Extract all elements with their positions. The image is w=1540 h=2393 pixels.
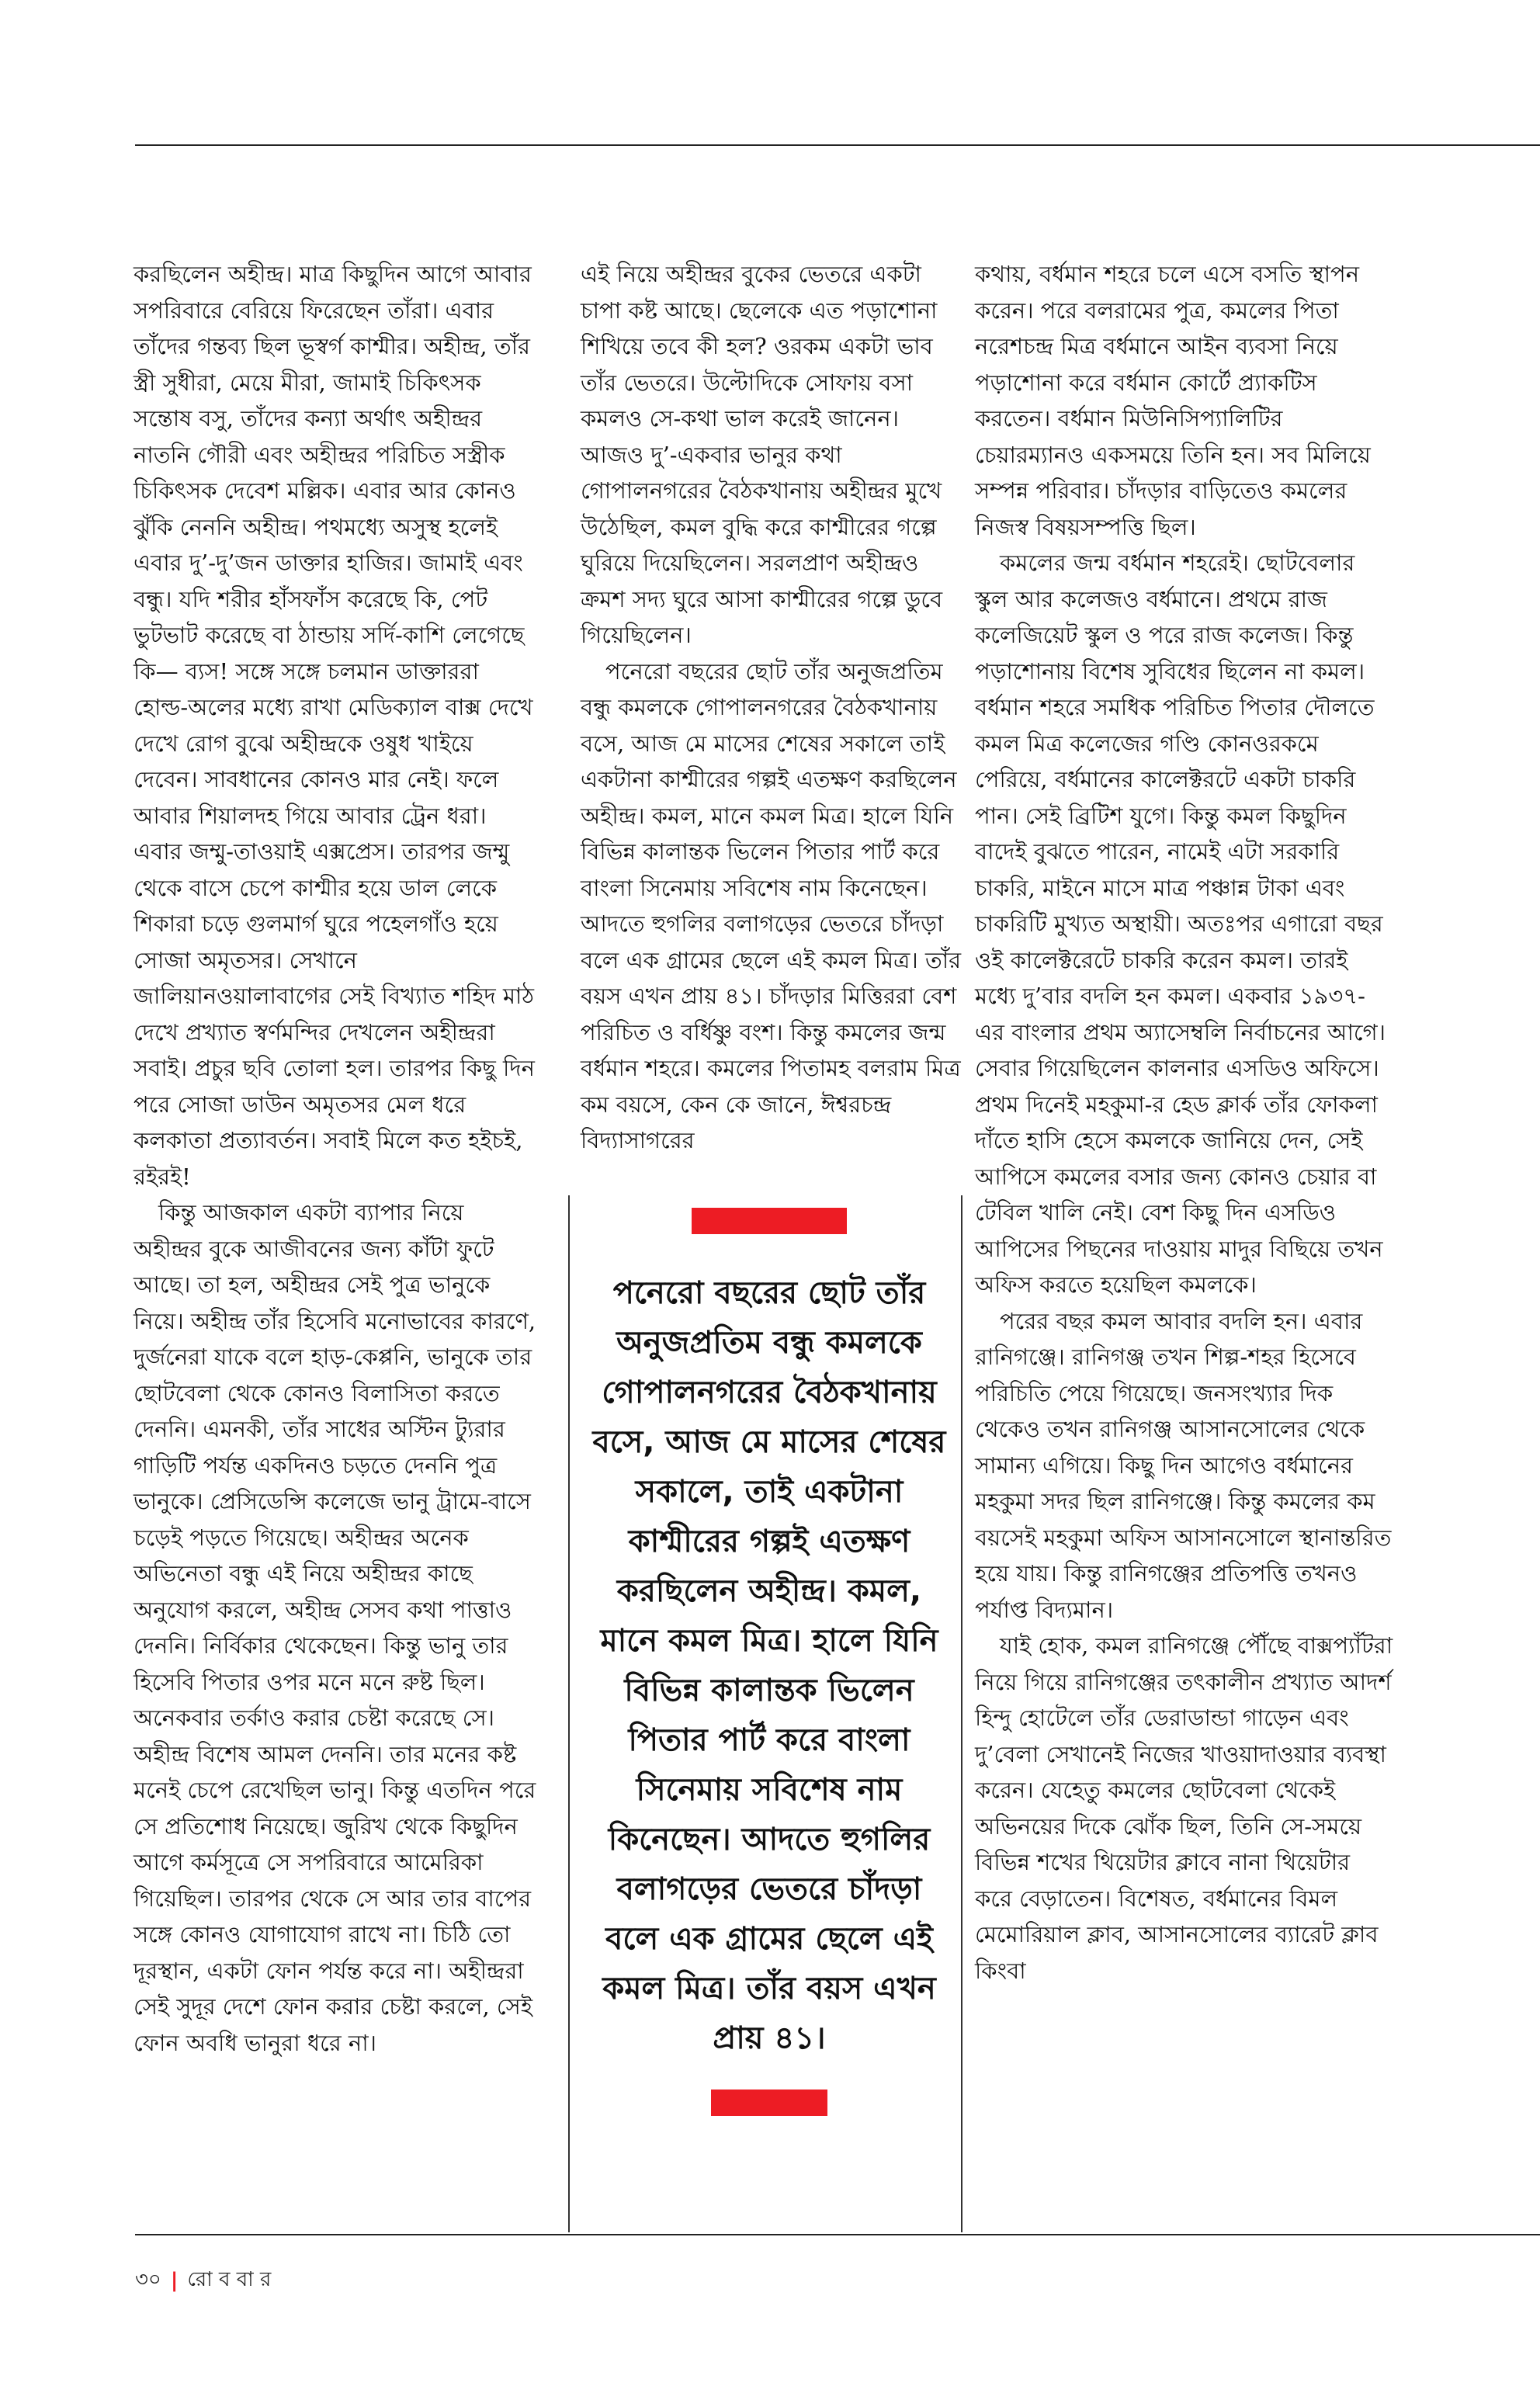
paragraph: কথায়, বর্ধমান শহরে চলে এসে বসতি স্থাপন করেন। পরে বলরামের পুত্র, কমলের পিতা নরেশচন্দ্র মিত্র বর্ধমানে আইন ব্যবসা নিয়ে পড়াশোনা করে বর্ধমান কোর্টে প্র্যাকটিস করতেন। বর্ধমান মিউনিসিপ্যালিটির চেয়ারম্যানও একসময়ে তিনি হন। সব মিলিয়ে সম্পন্ন পরিবার। চাঁদড়ার বাড়িতেও কমলের নিজস্ব বিষয়সম্পত্তি ছিল। xyxy=(975,261,1371,540)
column-divider xyxy=(568,1195,570,2232)
page-footer xyxy=(135,2263,271,2298)
paragraph: পরের বছর কমল আবার বদলি হন। এবার রানিগঞ্জে। রানিগঞ্জ তখন শিল্প-শহর হিসেবে পরিচিতি পেয়ে গিয়েছে। জনসংখ্যার দিক থেকেও তখন রানিগঞ্জ আসানসোলের থেকে সামান্য এগিয়ে। কিছু দিন আগেও বর্ধমানের মহকুমা সদর ছিল রানিগঞ্জে। কিন্তু কমলের কম বয়সেই মহকুমা অফিস আসানসোলে স্থানান্তরিত হয়ে যায়। কিন্তু রানিগঞ্জের প্রতিপত্তি তখনও পর্যাপ্ত বিদ্যমান। xyxy=(975,1307,1392,1623)
article-column-3 xyxy=(975,256,1394,1989)
pull-quote-top-bar xyxy=(692,1208,847,1234)
article-column-2 xyxy=(581,256,969,1159)
pull-quote-bottom-bar xyxy=(711,2090,827,2116)
footer-separator: | xyxy=(170,2269,179,2292)
paragraph: যাই হোক, কমল রানিগঞ্জে পৌঁছে বাক্সপ্যাঁটরা নিয়ে গিয়ে রানিগঞ্জের তৎকালীন প্রখ্যাত আদর্শ হিন্দু হোটেলে তাঁর ডেরাডান্ডা গাড়েন এবং দু’বেলা সেখানেই নিজের খাওয়াদাওয়ার ব্যবস্থা করেন। যেহেতু কমলের ছোটবেলা থেকেই অভিনয়ের দিকে ঝোঁক ছিল, তিনি সে-সময়ে বিভিন্ন শখের থিয়েটার ক্লাবে নানা থিয়েটার করে বেড়াতেন। বিশেষত, বর্ধমানের বিমল মেমোরিয়াল ক্লাব, আসানসোলের ব্যারেট ক্লাব কিংবা xyxy=(975,1632,1393,1984)
paragraph: এই নিয়ে অহীন্দ্রর বুকের ভেতরে একটা চাপা কষ্ট আছে। ছেলেকে এত পড়াশোনা শিখিয়ে তবে কী হল? ওরকম একটা ভাব তাঁর ভেতরে। উল্টোদিকে সোফায় বসা কমলও সে-কথা ভাল করেই জানেন। আজও দু’-একবার ভানুর কথা গোপালনগরের বৈঠকখানায় অহীন্দ্রর মুখে উঠেছিল, কমল বুদ্ধি করে কাশ্মীরের গল্পে ঘুরিয়ে দিয়েছিলেন। সরলপ্রাণ অহীন্দ্রও ক্রমশ সদ্য ঘুরে আসা কাশ্মীরের গল্পে ডুবে গিয়েছিলেন। xyxy=(581,261,943,648)
paragraph: পনেরো বছরের ছোট তাঁর অনুজপ্রতিম বন্ধু কমলকে গোপালনগরের বৈঠকখানায় বসে, আজ মে মাসের শেষের সকালে তাই একটানা কাশ্মীরের গল্পই এতক্ষণ করছিলেন অহীন্দ্র। কমল, মানে কমল মিত্র। হালে যিনি বিভিন্ন কালান্তক ভিলেন পিতার পার্ট করে বাংলা সিনেমায় সবিশেষ নাম কিনেছেন। আদতে হুগলির বলাগড়ের ভেতরে চাঁদড়া বলে এক গ্রামের ছেলে এই কমল মিত্র। তাঁর বয়স এখন প্রায় ৪১। চাঁদড়ার মিত্তিররা বেশ পরিচিত ও বর্ধিষ্ণু বংশ। কিন্তু কমলের জন্ম বর্ধমান শহরে। কমলের পিতামহ বলরাম মিত্র কম বয়সে, কেন কে জানে, ঈশ্বরচন্দ্র বিদ্যাসাগরের xyxy=(581,657,962,1153)
pull-quote-text: পনেরো বছরের ছোট তাঁর অনুজপ্রতিম বন্ধু কমলকে গোপালনগরের বৈঠকখানায় বসে, আজ মে মাসের শেষের সকালে, তাই একটানা কাশ্মীরের গল্পই এতক্ষণ করছিলেন অহীন্দ্র। কমল, মানে কমল মিত্র। হালে যিনি বিভিন্ন কালান্তক ভিলেন পিতার পার্ট করে বাংলা সিনেমায় সবিশেষ নাম কিনেছেন। আদতে হুগলির বলাগড়ের ভেতরে চাঁদড়া বলে এক গ্রামের ছেলে এই কমল মিত্র। তাঁর বয়স এখন প্রায় ৪১। xyxy=(592,1275,946,2056)
pull-quote xyxy=(587,1208,952,2116)
magazine-name: রো ব বা র xyxy=(187,2268,272,2291)
column-divider xyxy=(961,1195,962,2232)
paragraph: কমলের জন্ম বর্ধমান শহরেই। ছোটবেলার স্কুল আর কলেজও বর্ধমানে। প্রথমে রাজ কলেজিয়েট স্কুল ও পরে রাজ কলেজ। কিন্তু পড়াশোনায় বিশেষ সুবিধের ছিলেন না কমল। বর্ধমান শহরে সমধিক পরিচিত পিতার দৌলতে কমল মিত্র কলেজের গণ্ডি কোনওরকমে পেরিয়ে, বর্ধমানের কালেক্টরটে একটা চাকরি পান। সেই ব্রিটিশ যুগে। কিন্তু কমল কিছুদিন বাদেই বুঝতে পারেন, নামেই এটা সরকারি চাকরি, মাইনে মাসে মাত্র পঞ্চান্ন টাকা এবং চাকরিটি মুখ্যত অস্থায়ী। অতঃপর এগারো বছর ওই কালেক্টরেটে চাকরি করেন কমল। তারই মধ্যে দু’বার বদলি হন কমল। একবার ১৯৩৭-এর বাংলার প্রথম অ্যাসেম্বলি নির্বাচনের আগে। সেবার গিয়েছিলেন কালনার এসডিও অফিসে। প্রথম দিনেই মহকুমা-র হেড ক্লার্ক তাঁর ফোকলা দাঁতে হাসি হেসে কমলকে জানিয়ে দেন, সেই আপিসে কমলের বসার জন্য কোনও চেয়ার বা টেবিল খালি নেই। বেশ কিছু দিন এসডিও আপিসের পিছনের দাওয়ায় মাদুর বিছিয়ে তখন অফিস করতে হয়েছিল কমলকে। xyxy=(975,550,1386,1298)
paragraph: করছিলেন অহীন্দ্র। মাত্র কিছুদিন আগে আবার সপরিবারে বেরিয়ে ফিরেছেন তাঁরা। এবার তাঁদের গন্তব্য ছিল ভূস্বর্গ কাশ্মীর। অহীন্দ্র, তাঁর স্ত্রী সুধীরা, মেয়ে মীরা, জামাই চিকিৎসক সন্তোষ বসু, তাঁদের কন্যা অর্থাৎ অহীন্দ্রর নাতনি গৌরী এবং অহীন্দ্রর পরিচিত সস্ত্রীক চিকিৎসক দেবেশ মল্লিক। এবার আর কোনও ঝুঁকি নেননি অহীন্দ্র। পথমধ্যে অসুস্থ হলেই এবার দু’-দু’জন ডাক্তার হাজির। জামাই এবং বন্ধু। যদি শরীর হাঁসফাঁস করেছে কি, পেট ভুটভাট করেছে বা ঠান্ডায় সর্দি-কাশি লেগেছে কি— ব্যস! সঙ্গে সঙ্গে চলমান ডাক্তাররা হোল্ড-অলের মধ্যে রাখা মেডিক্যাল বাক্স দেখে দেখে রোগ বুঝে অহীন্দ্রকে ওষুধ খাইয়ে দেবেন। সাবধানের কোনও মার নেই। ফলে আবার শিয়ালদহ গিয়ে আবার ট্রেন ধরা। এবার জম্মু-তাওয়াই এক্সপ্রেস। তারপর জম্মু থেকে বাসে চেপে কাশ্মীর হয়ে ডাল লেকে শিকারা চড়ে গুলমার্গ ঘুরে পহেলগাঁও হয়ে সোজা অমৃতসর। সেখানে জালিয়ানওয়ালাবাগের সেই বিখ্যাত শহিদ মাঠ দেখে প্রখ্যাত স্বর্ণমন্দির দেখলেন অহীন্দ্ররা সবাই। প্রচুর ছবি তোলা হল। তারপর কিছু দিন পরে সোজা ডাউন অমৃতসর মেল ধরে কলকাতা প্রত্যাবর্তন। সবাই মিলে কত হইচই, রইরই! xyxy=(134,261,535,1190)
page-number: ৩০ xyxy=(135,2268,161,2291)
paragraph: কিন্তু আজকাল একটা ব্যাপার নিয়ে অহীন্দ্রর বুকে আজীবনের জন্য কাঁটা ফুটে আছে। তা হল, অহীন্দ্রর সেই পুত্র ভানুকে নিয়ে। অহীন্দ্র তাঁর হিসেবি মনোভাবের কারণে, দুর্জনেরা যাকে বলে হাড়-কেপ্পনি, ভানুকে তার ছোটবেলা থেকে কোনও বিলাসিতা করতে দেননি। এমনকী, তাঁর সাধের অস্টিন ট্যুরার গাড়িটি পর্যন্ত একদিনও চড়তে দেননি পুত্র ভানুকে। প্রেসিডেন্সি কলেজে ভানু ট্রামে-বাসে চড়েই পড়তে গিয়েছে। অহীন্দ্রর অনেক অভিনেতা বন্ধু এই নিয়ে অহীন্দ্রর কাছে অনুযোগ করলে, অহীন্দ্র সেসব কথা পাত্তাও দেননি। নির্বিকার থেকেছেন। কিন্তু ভানু তার হিসেবি পিতার ওপর মনে মনে রুষ্ট ছিল। অনেকবার তর্কাও করার চেষ্টা করেছে সে। অহীন্দ্র বিশেষ আমল দেননি। তার মনের কষ্ট মনেই চেপে রেখেছিল ভানু। কিন্তু এতদিন পরে সে প্রতিশোধ নিয়েছে। জুরিখ থেকে কিছুদিন আগে কর্মসূত্রে সে সপরিবারে আমেরিকা গিয়েছিল। তারপর থেকে সে আর তার বাপের সঙ্গে কোনও যোগাযোগ রাখে না। চিঠি তো দূরস্থান, একটা ফোন পর্যন্ত করে না। অহীন্দ্ররা সেই সুদূর দেশে ফোন করার চেষ্টা করলে, সেই ফোন অবধি ভানুরা ধরে না। xyxy=(134,1199,536,2056)
bottom-rule xyxy=(135,2234,1540,2235)
article-column-1 xyxy=(134,256,537,2061)
top-rule xyxy=(135,144,1540,146)
